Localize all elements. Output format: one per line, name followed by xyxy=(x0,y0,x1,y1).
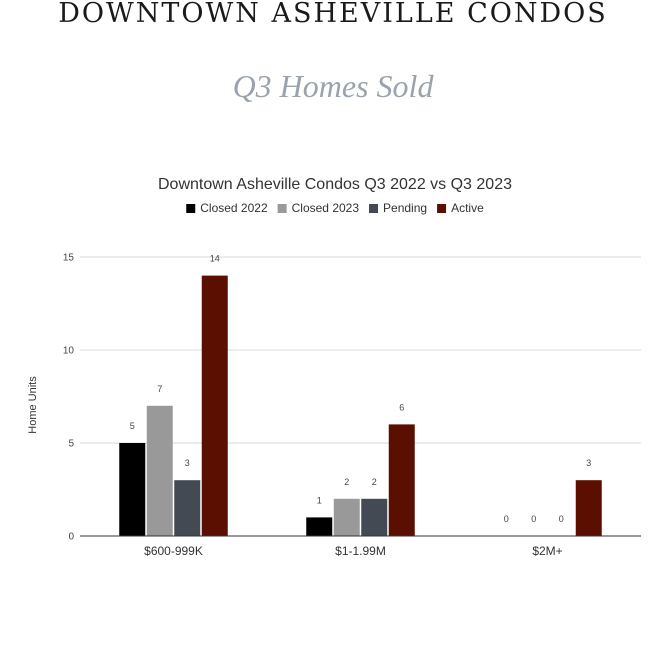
data-label: 14 xyxy=(209,253,220,264)
legend-label: Closed 2023 xyxy=(291,201,360,215)
page-subtitle: Q3 Homes Sold xyxy=(232,68,434,104)
data-label: 3 xyxy=(586,458,592,469)
legend-swatch xyxy=(369,204,378,213)
bar-closed-2023 xyxy=(147,406,173,536)
x-axis-ticks xyxy=(144,544,563,558)
data-label: 0 xyxy=(558,514,564,524)
legend-item xyxy=(437,201,484,215)
legend-item xyxy=(186,201,268,215)
bar-active xyxy=(202,276,228,536)
data-label: 2 xyxy=(344,476,350,487)
chart-legend xyxy=(186,201,484,215)
y-axis-label: Home Units xyxy=(27,376,39,434)
y-tick-label: 10 xyxy=(62,345,74,357)
x-tick-label: $2M+ xyxy=(532,544,563,558)
chart-bars xyxy=(119,276,602,536)
data-label: 5 xyxy=(129,421,135,431)
bar-active xyxy=(576,480,602,536)
legend-item xyxy=(369,201,427,215)
chart-title: Downtown Asheville Condos Q3 2022 vs Q3 2023 xyxy=(158,176,512,193)
bar-pending xyxy=(174,480,200,536)
legend-swatch xyxy=(186,204,195,213)
bar-closed-2022 xyxy=(306,517,332,536)
bar-active xyxy=(389,424,415,536)
legend-item xyxy=(278,201,360,215)
data-label: 1 xyxy=(316,495,322,506)
bar-pending xyxy=(361,499,387,536)
data-label: 3 xyxy=(184,458,190,469)
bar-closed-2023 xyxy=(334,499,360,536)
y-tick-label: 5 xyxy=(68,438,74,450)
data-label: 7 xyxy=(157,383,163,394)
legend-label: Closed 2022 xyxy=(200,201,268,215)
y-tick-label: 15 xyxy=(62,252,74,264)
page-title: DOWNTOWN ASHEVILLE CONDOS xyxy=(58,0,608,29)
data-label: 2 xyxy=(371,476,377,487)
bar-closed-2022 xyxy=(119,443,145,536)
legend-swatch xyxy=(437,204,446,213)
data-label: 0 xyxy=(503,514,509,524)
legend-label: Active xyxy=(451,201,484,215)
legend-label: Pending xyxy=(383,201,428,215)
data-label: 0 xyxy=(531,514,537,524)
y-tick-label: 0 xyxy=(68,531,74,543)
data-label: 6 xyxy=(399,402,405,413)
x-tick-label: $1-1.99M xyxy=(335,544,386,558)
y-axis-ticks xyxy=(63,253,75,543)
legend-swatch xyxy=(278,204,287,213)
x-tick-label: $600-999K xyxy=(144,544,203,558)
